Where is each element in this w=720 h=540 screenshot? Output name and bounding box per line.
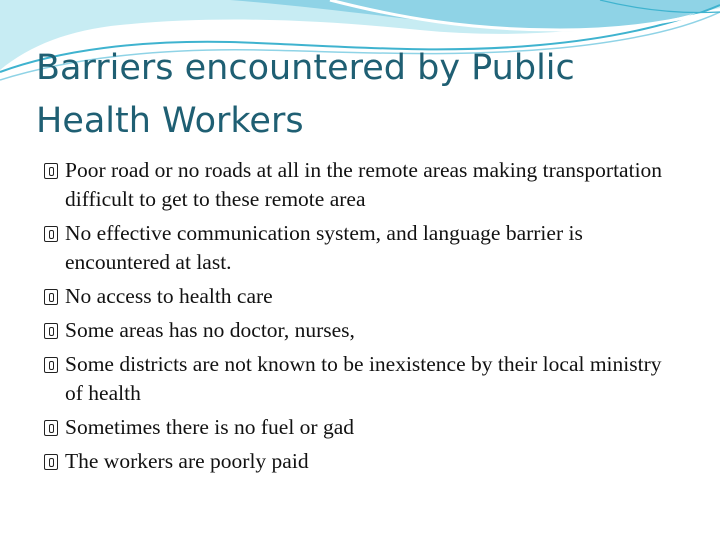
title-line-1: Barriers encountered by Public: [36, 48, 575, 88]
list-item: [42, 156, 682, 214]
list-item: [42, 413, 682, 442]
list-item: [42, 350, 682, 408]
list-item: [42, 316, 682, 345]
bullet-icon: [44, 454, 58, 470]
bullet-text: The workers are poorly paid: [65, 449, 309, 473]
slide-title: [36, 42, 676, 148]
bullet-icon: [44, 163, 58, 179]
title-line-2: Health Workers: [36, 101, 304, 141]
bullet-icon: [44, 226, 58, 242]
bullet-icon: [44, 357, 58, 373]
bullet-text: Some areas has no doctor, nurses,: [65, 318, 355, 342]
bullet-text: Poor road or no roads at all in the remote areas making transportation difficult to get to these remote area: [65, 158, 663, 211]
bullet-icon: [44, 420, 58, 436]
bullet-text: Some districts are not known to be inexistence by their local ministry of health: [65, 352, 662, 405]
bullet-text: Sometimes there is no fuel or gad: [65, 415, 354, 439]
list-item: [42, 282, 682, 311]
bullet-text: No access to health care: [65, 284, 273, 308]
list-item: [42, 447, 682, 476]
bullet-icon: [44, 323, 58, 339]
list-item: [42, 219, 682, 277]
bullet-text: No effective communication system, and language barrier is encountered at last.: [65, 221, 583, 274]
bullet-list: [42, 156, 682, 481]
bullet-icon: [44, 289, 58, 305]
